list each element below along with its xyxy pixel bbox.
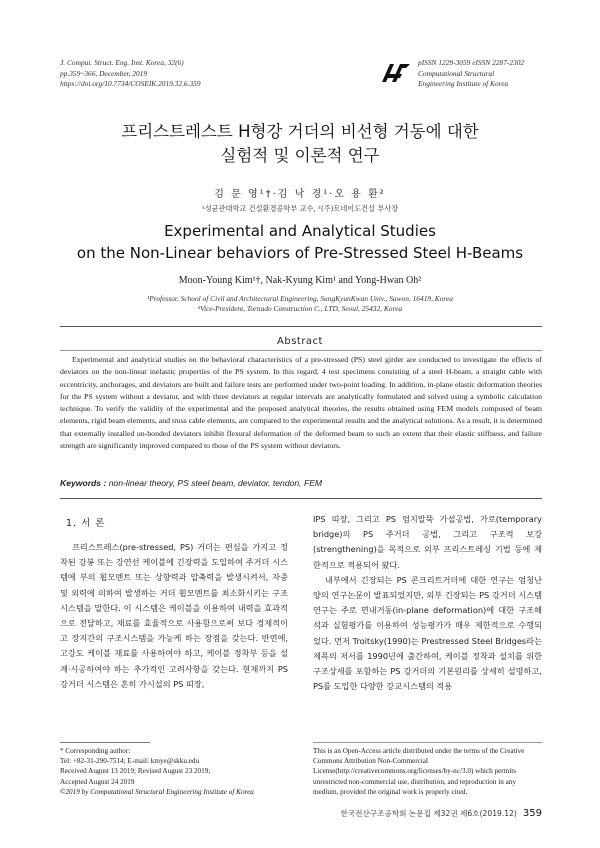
column-left	[60, 540, 288, 692]
authors-english: Moon-Young Kim¹†, Nak-Kyung Kim¹ and Yong-Hwan Oh²	[178, 275, 422, 286]
title-english: Experimental and Analytical Studies on the Non-Linear behaviors of Pre-Stressed Steel H-Beams	[76, 222, 524, 262]
page-number: 359	[522, 808, 542, 819]
abstract-body: Experimental and analytical studies on the behavioral characteristics of a pre-stressed (PS) steel girder are conducted to investigate the effects of deviators on the non-linear inelastic properties of the PS system. In this regard, 4 test specimens consisting of a steel H-beam, a straight cable with eccentricity, anchorages, and deviators are built and failure tests are performed under two-point loading. In addition, in-plane elastic deformation theories for the PS system without a deviator, and with three deviators at regular intervals are analytically formulated and solved using a symbolic calculation technique. To verify the validity of the experimental and the proposed analytical theories, the results obtained using FEM models composed of beam elements, rigid beam elements, and truss cable elements, are compared to the experimental results and the analytical solutions. As a result, it is determined that externally installed un-bonded deviators inhibit flexural deformation of the deformed beam to such an extent that their elastic stiffness, and failure strength are significantly improved compared to those of the PS system without deviators.	[60, 355, 542, 451]
divider	[60, 498, 542, 499]
footnote-license: This is an Open-Access article distributed under the terms of the Creative Commons Attribution Non-Commercial License(http://creativecommons.org/licenses/by-nc/3.0) which permits unrestricted non-commercial use, distribution, and reproduction in any medium, provided the original work is properly cited.	[313, 747, 525, 796]
page-footer	[313, 808, 542, 819]
footnote-correspondence: * Corresponding author: Tel: +82-31-290-7514; E-mail: kmye@skku.edu Received August 13 2019; Revised August 23 2019; Accepted August 24 2019 ©2019 by Computational Structural Engineering Institute of Korea	[60, 747, 254, 796]
journal-citation	[60, 58, 201, 90]
divider	[60, 350, 542, 351]
title-korean: 프리스트레스트 H형강 거더의 비선형 거동에 대한 실험적 및 이론적 연구	[121, 122, 479, 165]
divider	[60, 326, 542, 327]
section-heading: 1. 서 론	[66, 518, 106, 529]
journal-issue: 한국전산구조공학회 논문집 제32권 제6호(2019.12)	[340, 809, 517, 818]
publisher-line: Engineering Institute of Korea	[418, 79, 509, 88]
issn-block	[418, 58, 524, 90]
footnote-divider	[60, 742, 150, 743]
paragraph: 내부에서 긴장되는 PS 콘크리트거더에 대한 연구는 엄청난 양의 연구논문이 발표되었지만, 외부 긴장되는 PS 강거더 시스템 연구는 주로 면내거동(in-plane deformation)에 대한 구조해석과 실험평가를 이용하여 성능평가가 매우 제한적으로 수행되었다. 먼저 Troitsky(1990)는 Prestressed Steel Bridges라는 제목의 저서를 1990년에 출간하여, 케이블 정착과 설치를 위한 구조상세를 포함하는 PS 강거더의 기본원리를 상세히 설명하고, PS를 도입한 다양한 강교시스템의 적용	[313, 574, 542, 692]
keywords-label: Keywords :	[60, 478, 107, 488]
footnote-divider	[313, 742, 542, 743]
citation-line: J. Comput. Struct. Eng. Inst. Korea, 32(6)	[60, 58, 184, 67]
keywords-list: non-linear theory, PS steel beam, deviator, tendon, FEM	[106, 478, 323, 488]
doi-link[interactable]: https://doi.org/10.7734/COSEIK.2019.32.6.359	[60, 79, 201, 88]
column-right	[313, 512, 542, 694]
citation-line: pp.359~366, December, 2019	[60, 68, 148, 78]
issn-line: pISSN 1229-3059 eISSN 2287-2302	[418, 58, 525, 67]
abstract-heading: Abstract	[277, 336, 323, 347]
keywords	[60, 478, 542, 488]
paragraph: 프리스트레스(pre-stressed, PS) 거더는 편심을 가지고 정착된 강봉 또는 강연선 케이블에 긴장력을 도입하여 주거더 시스템에 부의 휨모멘트 또는 상향력과 압축력을 발생시켜서, 자중 및 외력에 의하여 발생하는 거더 휨모멘트를 최소화시키는 구조시스템을 말한다. 이 시스템은 케이블을 이용하여 내력을 효과적으로 전달하고, 재료를 효율적으로 사용함으로써 보다 경제적이고 장지간의 구조시스템을 가능케 하는 장점을 갖는다. 반면에, 고강도 케이블 재료를 사용하여야 하고, 케이블 정착부 등을 설계·시공하여야 하는 추가적인 고려사항을 갖는다. 현재까지 PS 강거더 시스템은 흔히 가시설의 PS 띠장,	[60, 542, 288, 689]
publisher-line: Computational Structural	[418, 68, 495, 78]
affiliation-english: ¹Professor, School of Civil and Architectural Engineering, SungKyunKwan Univ., Suwon, 16419, Korea ²Vice-President, Tornado Construction C., LTD, Seoul, 25432, Korea	[147, 294, 453, 313]
affiliation-korean: ¹성균관대학교 건설환경공학부 교수, ²(주)토네이도건설 부사장	[201, 204, 399, 213]
paragraph: IPS 띠장, 그리고 PS 엄지말뚝 가설공법, 가로(temporary bridge)의 PS 주거더 공법, 그리고 구조적 보강(strengthening)을 목적으로 외부 프리스트레싱 기법 등에 제한적으로 적용되어 왔다.	[313, 514, 542, 570]
journal-logo-icon	[380, 62, 412, 84]
authors-korean: 김 문 영¹†·김 낙 경¹·오 용 환²	[214, 189, 386, 200]
